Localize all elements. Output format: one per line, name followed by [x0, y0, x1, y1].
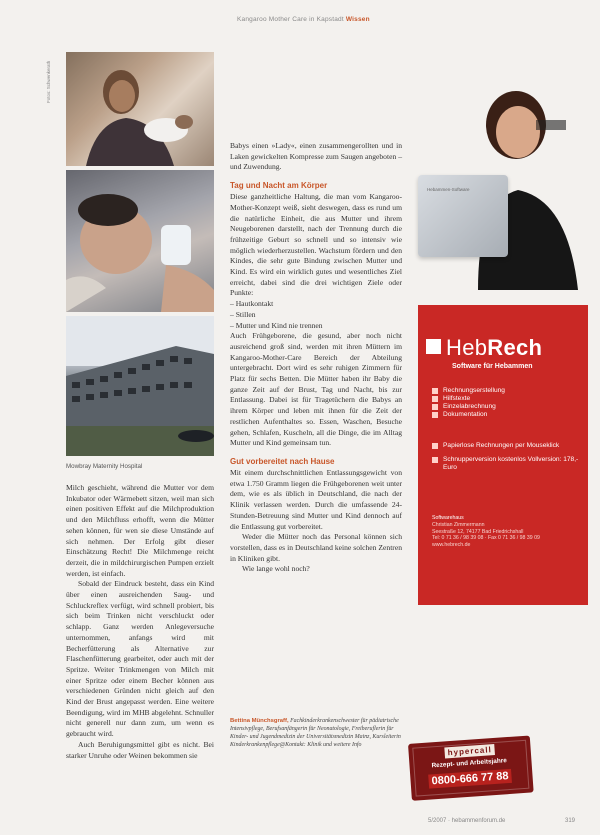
ad-feature-item	[432, 411, 582, 419]
photo-hospital-building	[66, 316, 214, 456]
laptop-label: Hebammen-Software	[427, 187, 470, 192]
header-section: Kangaroo Mother Care in Kapstadt	[237, 16, 344, 23]
photo-infant-feeding-graphic	[66, 170, 214, 312]
card-phone[interactable]: 0800-666 77 88	[428, 769, 512, 789]
ad-extra-item	[432, 442, 582, 450]
checkbox-bullet-icon	[432, 396, 438, 402]
card-brand: hypercall	[444, 744, 495, 758]
author-description: Fachkinderkrankenschwester für pädiatrische Intensivpflege, Berufsanfängerin für Neonatologie, Freiberuflerin für Kinder- und Jugendmedizin der Universitätsmedizin Mainz, Kursleiterin Kinderkrankenpflege@Kontakt: Klinik und weitere Info	[230, 718, 401, 748]
checkbox-bullet-icon	[432, 457, 438, 463]
ad-feature-item	[432, 387, 582, 395]
ad-address-line[interactable]: www.hebrech.de	[432, 542, 471, 549]
hypercall-card-advertisement[interactable]	[408, 735, 534, 800]
ad-feature-label: Rechnungserstellung	[443, 387, 505, 394]
photo-credit	[46, 53, 54, 103]
checkbox-bullet-icon	[432, 412, 438, 418]
ad-feature-label: Einzelabrechnung	[443, 403, 496, 410]
subheading-gut-vorbereitet: Gut vorbereitet nach Hause	[230, 456, 335, 466]
ad-feature-label: Dokumentation	[443, 411, 488, 418]
photo-credit-text: Fotos: Schwenkerath	[46, 60, 51, 103]
hebrech-logo-light: Heb	[446, 335, 488, 360]
running-header	[237, 16, 370, 23]
article-paragraph: Mit einem durchschnittlichen Entlassungsgewicht von etwa 1.750 Gramm liegen die Frühgeborenen weit unter dem, wie es als üblich in Deutschland, die nach der Klinik verlassen werden. Durch die umfassende 24-Stunden-Betreuung sind Mutter und Kind dennoch auf die Entlassung gut vorbereitet.	[230, 467, 402, 531]
article-column-left	[66, 483, 214, 761]
checkbox-bullet-icon	[432, 443, 438, 449]
article-paragraph: Diese ganzheitliche Haltung, die man vom Kangaroo-Mother-Konzept weiß, sieht deswegen, dass es rund um die natürliche Einheit, die aus Mutter und ihrem Neugeborenen darstellt, nach der Trennung durch die frühzeitige Geburt so schnell und so intensiv wie möglich wiederherzustellen. Wachstum fördern und den Kindes, die sehr gute Bindung zwischen Mutter und Kind. Es wird ein wirklich gutes und wesentliches Ziel erreicht, dabei sind die drei wichtigen Ziele oder Punkte:	[230, 192, 402, 298]
ad-address	[432, 515, 582, 549]
article-paragraph: Babys einen »Lady«, einen zusammengerollten und in Laken gewickelten Kompresse zum Saugen angeboten – und Zuwendung.	[230, 141, 402, 172]
author-note	[230, 717, 402, 749]
ad-address-line: Christian Zimmermann	[432, 521, 485, 528]
ad-tagline: Software für Hebammen	[452, 363, 533, 370]
hebrech-logo-text	[446, 335, 542, 361]
photo-caption: Mowbray Maternity Hospital	[66, 463, 143, 470]
goal-list-item: – Mutter und Kind nie trennen	[230, 320, 323, 330]
hebrech-logo-mark-icon	[426, 339, 441, 354]
article-paragraph: Wie lange wohl noch?	[242, 564, 310, 574]
article-paragraph: Auch Frühgeborene, die gesund, aber noch nicht ausreichend groß sind, werden mit ihren Müttern im Kangaroo-Mother-Care Bereich der Abteilung untergebracht. Dort wird es sehr ruhigen Zimmern für Platz für sechs Betten. Die Mütter haben ihr Baby die ganze Zeit auf der Brust, Tag und Nacht, bis zur Entlassung. Dabei ist für Tragetüchern die Babys an ihrem Körper und leben mit ihnen für die Zeit der restlichen Aufenthaltes so. Essen, Waschen, Besuche gehen, Schlafen, Kuscheln, all die Dinge, die im Alltag Mutter und Kind gemeinsam tun.	[230, 331, 402, 448]
photo-hospital-building-graphic	[66, 316, 214, 456]
ad-address-line: Tel: 0 71 36 / 98 39 08 · Fax 0 71 36 / 98 39 09	[432, 535, 540, 542]
ad-feature-item	[432, 403, 582, 411]
ad-extra-label: Papierlose Rechnungen per Mouseklick	[443, 442, 560, 449]
ad-feature-list	[432, 387, 582, 419]
hebrech-logo-bold: Rech	[487, 335, 543, 360]
author-name: Bettina Münchsgraff,	[230, 718, 289, 724]
ad-feature-label: Hilfstexte	[443, 395, 471, 402]
card-slogan: Rezept- und Arbeitsjahre	[431, 757, 508, 770]
article-paragraph: Milch geschieht, während die Mutter vor dem Inkubator oder Wärmebett sitzen, weil man sich einen positiven Effekt auf die Milchproduktion und den Milchfluss erhofft, wenn die Mütter sehen können, für wen sie diese Umstände auf sich nehmen. Der Erfolg gibt dieser Einschätzung Recht! Die Milchmenge reicht derzeit, die in mildchirurgischen Pumpen erzielt werden, ist einfach.	[66, 483, 214, 578]
photo-mother-nursing-graphic	[66, 52, 214, 166]
checkbox-bullet-icon	[432, 404, 438, 410]
ad-extra-item	[432, 456, 582, 472]
article-paragraph: Auch Beruhigungsmittel gibt es nicht. Bei starker Unruhe oder Weinen bekommen sie	[66, 739, 214, 760]
checkbox-bullet-icon	[432, 388, 438, 394]
page-number: 319	[565, 818, 576, 824]
photo-mother-nursing	[66, 52, 214, 166]
article-paragraph: Sobald der Eindruck besteht, dass ein Kind über einen ausreichenden Saug- und Schluckreflex verfügt, wird schnell probiert, bis sich beim Trinken nicht verschluckt oder schlapp. Ganz werden Anlegeversuche unternommen, anfangs wird mit Becherfütterung als Alternative zur Flaschenfütterung gearbeitet, oder auch mit der Spritze. Weiter Trinkmengen von Milch mit einer Spritze oder einem Becher können aus verschiedenen Gründen nicht gleich auf den Kind der Brust angepasst werden. Eine weitere Beendigung, wird im MHB abgelehnt. Schnuller nicht generell nur dann zum, um wenn es gebraucht wird.	[66, 579, 214, 739]
ad-extra-list	[432, 442, 582, 478]
subheading-tag-und-nacht: Tag und Nacht am Körper	[230, 181, 328, 191]
hebrech-logo	[426, 335, 561, 363]
header-category: Wissen	[345, 16, 370, 23]
ad-address-name: Softwarehaus	[432, 515, 464, 521]
article-column-middle	[230, 141, 402, 575]
goal-list-item: – Stillen	[230, 309, 256, 319]
ad-extra-label: Schnupperversion kostenlos Vollversion: 178,- Euro	[443, 456, 579, 471]
ad-address-line: Seestraße 12, 74177 Bad Friedrichshall	[432, 528, 524, 535]
hebrech-advertisement[interactable]	[418, 305, 588, 605]
footer-issue: 5/2007 · hebammenforum.de	[428, 818, 506, 824]
photo-infant-feeding	[66, 170, 214, 312]
ad-feature-item	[432, 395, 582, 403]
article-paragraph: Weder die Mütter noch das Personal können sich vorstellen, dass es in Deutschland keine solchen Zentren in Kliniken gibt.	[230, 532, 402, 563]
goal-list-item: – Hautkontakt	[230, 299, 274, 309]
